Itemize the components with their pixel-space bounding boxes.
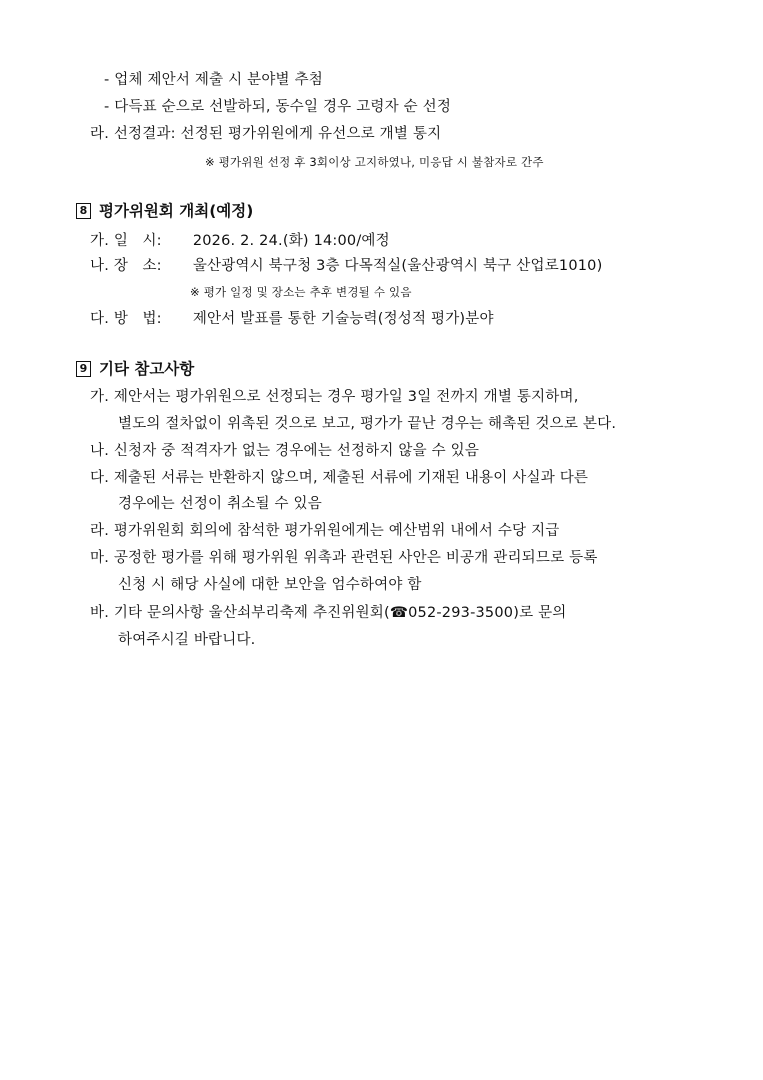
list-item: 가. 제안서는 평가위원으로 선정되는 경우 평가일 3일 전까지 개별 통지하며, [90,389,579,405]
section-title: 기타 참고사항 [99,360,195,378]
list-bullet: - 다득표 순으로 선발하되, 동수일 경우 고령자 순 선정 [104,99,452,115]
section-number-box: 8 [76,203,91,219]
item-label: 나. 장 소: [90,258,162,274]
section-title: 평가위원회 개최(예정) [99,202,254,220]
item-label: 다. 방 법: [90,311,162,327]
item-label: 가. 일 시: [90,233,162,249]
list-item: 마. 공정한 평가를 위해 평가위원 위촉과 관련된 사안은 비공개 관리되므로 등록 [90,550,598,566]
section-heading [76,358,194,380]
list-item [90,256,602,276]
list-item: 다. 제출된 서류는 반환하지 않으며, 제출된 서류에 기재된 내용이 사실과 다른 [90,470,589,486]
note: ※ 평가위원 선정 후 3회이상 고지하였나, 미응답 시 불참자로 간주 [205,155,544,169]
section-number-box: 9 [76,361,91,377]
list-item [90,231,390,251]
list-item-continuation: 별도의 절차없이 위촉된 것으로 보고, 평가가 끝난 경우는 해촉된 것으로 본다. [118,416,617,432]
list-item-continuation: 경우에는 선정이 취소될 수 있음 [118,496,322,512]
list-item: 바. 기타 문의사항 울산쇠부리축제 추진위원회(☎052-293-3500)로 문의 [90,605,567,621]
list-item: 라. 평가위원회 회의에 참석한 평가위원에게는 예산범위 내에서 수당 지급 [90,523,560,539]
list-item: 라. 선정결과: 선정된 평가위원에게 유선으로 개별 통지 [90,126,442,142]
list-item: 나. 신청자 중 적격자가 없는 경우에는 선정하지 않을 수 있음 [90,443,480,459]
item-text: 제안서 발표를 통한 기술능력(정성적 평가)분야 [192,311,494,327]
note: ※ 평가 일정 및 장소는 추후 변경될 수 있음 [190,285,412,299]
list-item-continuation: 신청 시 해당 사실에 대한 보안을 엄수하여야 함 [118,577,422,593]
item-text: 2026. 2. 24.(화) 14:00/예정 [192,233,390,249]
list-item [90,309,494,329]
list-bullet: - 업체 제안서 제출 시 분야별 추첨 [104,72,323,88]
item-text: 울산광역시 북구청 3층 다목적실(울산광역시 북구 산업로1010) [192,258,603,274]
list-item-continuation: 하여주시길 바랍니다. [118,632,256,648]
section-heading [76,200,253,222]
